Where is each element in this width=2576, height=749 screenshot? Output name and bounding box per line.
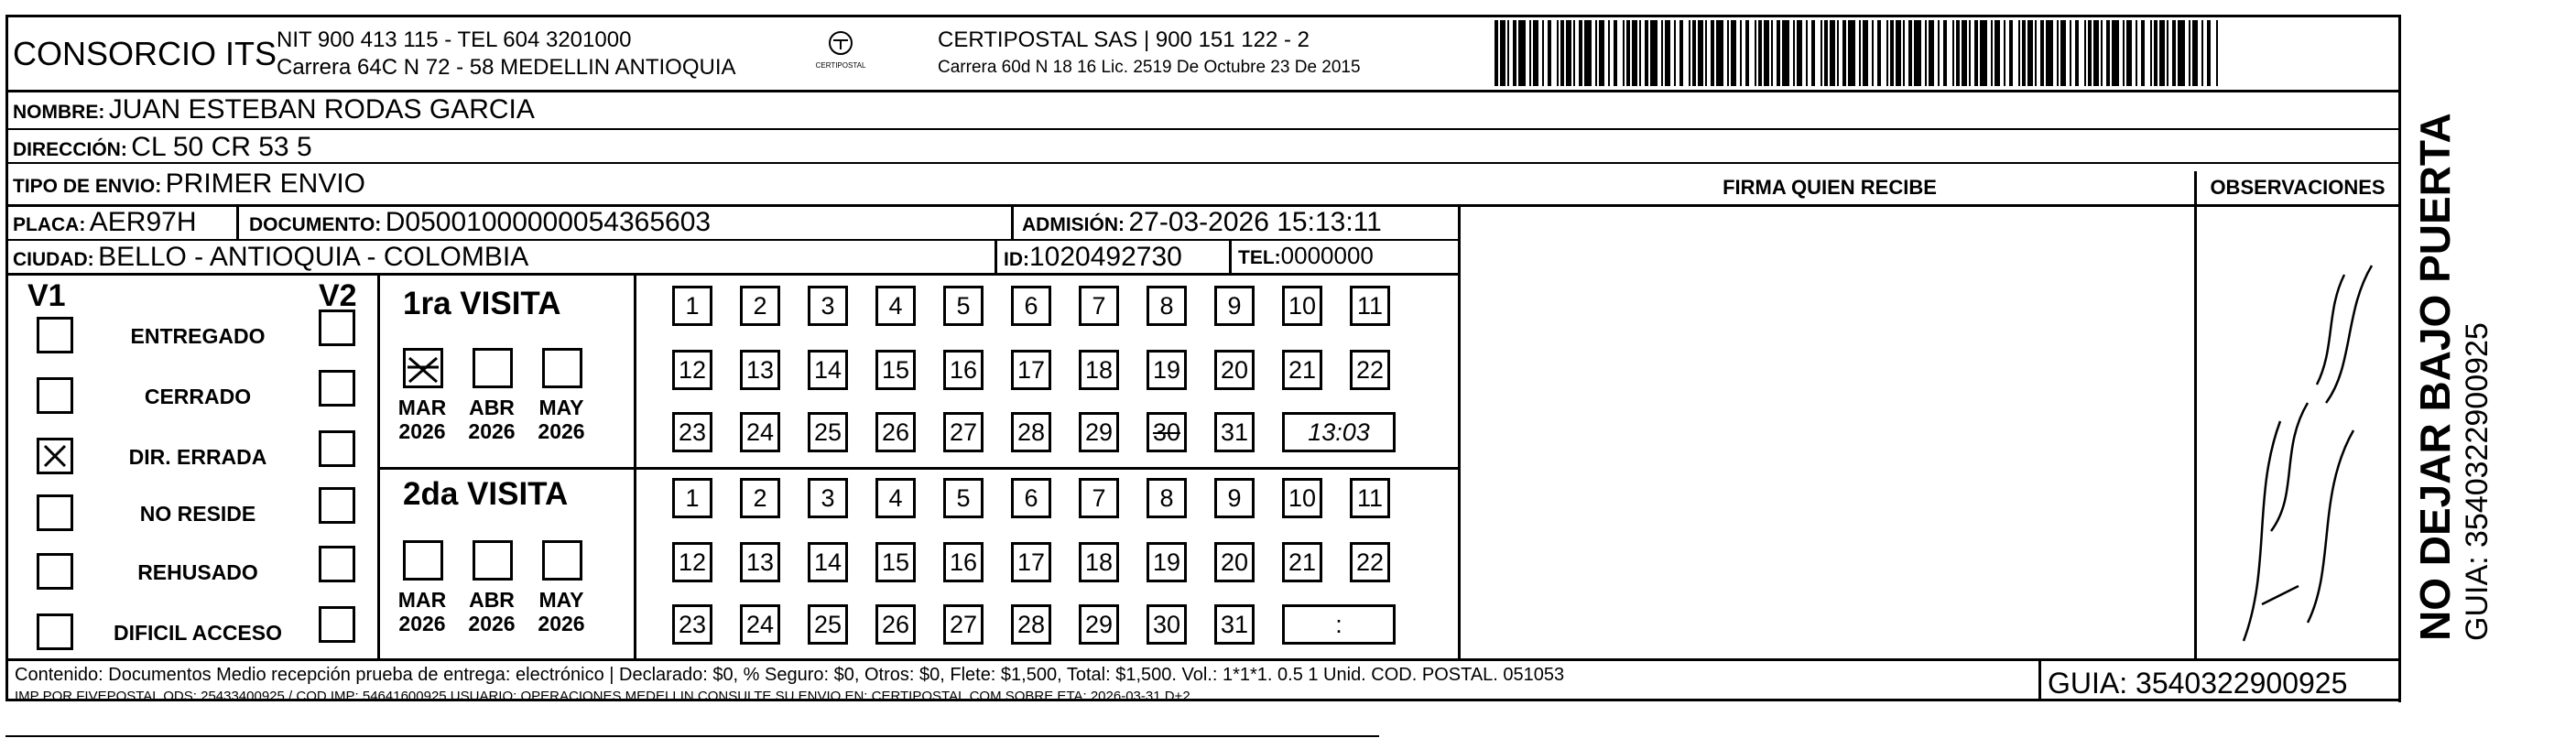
- v2-checkbox[interactable]: [319, 487, 355, 524]
- day-box[interactable]: 25: [808, 604, 848, 645]
- barcode-bar: [1925, 20, 1927, 86]
- month-checkbox[interactable]: [403, 540, 443, 581]
- day-box[interactable]: 26: [875, 604, 916, 645]
- barcode-bar: [1661, 20, 1663, 86]
- day-box[interactable]: 1: [672, 478, 712, 518]
- barcode-bar: [2088, 20, 2092, 86]
- month-label: [390, 588, 454, 635]
- day-box[interactable]: 21: [1282, 350, 1322, 390]
- tipo-value: PRIMER ENVIO: [165, 168, 366, 199]
- status-label: ENTREGADO: [130, 324, 266, 348]
- logo-icon: [821, 29, 861, 57]
- barcode-bar: [1548, 20, 1551, 86]
- documento-value: D05001000000054365603: [385, 207, 712, 237]
- barcode-bar: [1755, 20, 1756, 86]
- barcode-bar: [1938, 20, 1940, 86]
- month-checkbox[interactable]: [473, 540, 513, 581]
- barcode-bar: [1830, 20, 1835, 86]
- footer-guia: GUIA: 3540322900925: [2048, 667, 2348, 700]
- day-box[interactable]: 4: [875, 286, 916, 326]
- placa-label: PLACA:: [13, 214, 86, 235]
- placa-value: AER97H: [89, 207, 197, 237]
- barcode-bar: [1692, 20, 1696, 86]
- carrier-address: Carrera 60d N 18 16 Lic. 2519 De Octubre 23 De 2015: [938, 58, 1361, 77]
- day-box[interactable]: 7: [1079, 478, 1119, 518]
- barcode-bar: [1793, 20, 1795, 86]
- barcode-bar: [1994, 20, 2000, 86]
- barcode-bar: [1771, 20, 1773, 86]
- barcode-bar: [2093, 20, 2099, 86]
- footer-content: Contenido: Documentos Medio recepción prueba de entrega: electrónico | Declarado: $0, % Seguro: $0, Otros: $0, Flete: $1,500, Total: $1,500. Vol.: 1*1*1. 0.5 1 Unid. COD. POSTAL. 051053: [15, 665, 1565, 685]
- barcode-bar: [2018, 20, 2020, 86]
- day-box[interactable]: 1: [672, 286, 712, 326]
- day-box[interactable]: 12: [672, 350, 712, 390]
- barcode-bar: [1507, 20, 1509, 86]
- month-year: 2026: [398, 612, 446, 635]
- barcode-bar: [1650, 20, 1658, 86]
- barcode-bar: [1566, 20, 1571, 86]
- v1-checkbox[interactable]: [37, 438, 73, 474]
- barcode-bar: [2070, 20, 2071, 86]
- barcode-bar: [1896, 20, 1901, 86]
- barcode-bar: [1573, 20, 1575, 86]
- day-box[interactable]: 6: [1011, 478, 1051, 518]
- month-checkbox[interactable]: [403, 348, 443, 388]
- barcode-bar: [2084, 20, 2086, 86]
- day-box[interactable]: 12: [672, 542, 712, 582]
- ciudad-label: CIUDAD:: [13, 249, 94, 270]
- visit1-title: 1ra VISITA: [403, 286, 561, 321]
- barcode-bar: [1848, 20, 1855, 86]
- day-box[interactable]: 21: [1282, 542, 1322, 582]
- barcode-bar: [2167, 20, 2168, 86]
- company-nit: NIT 900 413 115 - TEL 604 3201000: [277, 27, 632, 52]
- carrier-name: CERTIPOSTAL SAS | 900 151 122 - 2: [938, 27, 1310, 52]
- v2-label: V2: [319, 278, 357, 313]
- barcode-bar: [2201, 20, 2203, 86]
- barcode-bar: [2126, 20, 2132, 86]
- month-label: [460, 396, 524, 443]
- admision-value: 27-03-2026 15:13:11: [1128, 207, 1382, 237]
- barcode-bar: [2207, 20, 2211, 86]
- month-label: [529, 588, 593, 635]
- day-box[interactable]: 4: [875, 478, 916, 518]
- nombre-row: [13, 94, 535, 125]
- v1-label: V1: [27, 278, 66, 313]
- side-notice: [2410, 92, 2495, 641]
- barcode-bar: [1872, 20, 1874, 86]
- barcode-bar: [1560, 20, 1564, 86]
- day-box[interactable]: 20: [1214, 350, 1255, 390]
- barcode-bar: [1614, 20, 1617, 86]
- v2-checkbox[interactable]: [319, 430, 355, 467]
- barcode-bar: [1645, 20, 1648, 86]
- day-box[interactable]: 13: [740, 350, 780, 390]
- barcode-bar: [1689, 20, 1690, 86]
- barcode-bar: [1608, 20, 1610, 86]
- day-box[interactable]: 19: [1147, 350, 1187, 390]
- barcode-bar: [2101, 20, 2103, 86]
- side-notice-text: NO DEJAR BAJO PUERTA: [2411, 113, 2459, 641]
- barcode-bar: [2136, 20, 2137, 86]
- nombre-value: JUAN ESTEBAN RODAS GARCIA: [108, 94, 535, 125]
- barcode-bar: [1956, 20, 1960, 86]
- barcode-bar: [1903, 20, 1905, 86]
- barcode-bar: [1579, 20, 1582, 86]
- time-box[interactable]: :: [1282, 604, 1396, 645]
- barcode-bar: [2057, 20, 2059, 86]
- day-box[interactable]: 13: [740, 542, 780, 582]
- status-label: CERRADO: [144, 385, 252, 408]
- direccion-label: DIRECCIÓN:: [13, 139, 127, 160]
- barcode-bar: [2189, 20, 2190, 86]
- day-box[interactable]: 14: [808, 542, 848, 582]
- barcode-bar: [1890, 20, 1894, 86]
- day-box[interactable]: 18: [1079, 542, 1119, 582]
- barcode-bar: [1929, 20, 1934, 86]
- barcode-bar: [1711, 20, 1714, 86]
- barcode-bar: [1824, 20, 1828, 86]
- day-box[interactable]: 2: [740, 478, 780, 518]
- day-box[interactable]: 8: [1147, 286, 1187, 326]
- observaciones-header: OBSERVACIONES: [2210, 176, 2386, 199]
- day-box[interactable]: 25: [808, 412, 848, 452]
- barcode-bar: [1806, 20, 1808, 86]
- day-box[interactable]: 9: [1214, 286, 1255, 326]
- tel-value: 0000000: [1280, 242, 1374, 269]
- month-name: MAY: [538, 588, 584, 612]
- barcode-bar: [1632, 20, 1637, 86]
- barcode-bar: [2123, 20, 2125, 86]
- barcode-bar: [1914, 20, 1921, 86]
- documento-label: DOCUMENTO:: [249, 214, 382, 235]
- month-year: 2026: [398, 419, 446, 443]
- day-box[interactable]: 24: [740, 412, 780, 452]
- barcode-bar: [2150, 20, 2152, 86]
- month-name: ABR: [469, 588, 515, 612]
- barcode-bar: [1584, 20, 1592, 86]
- barcode-bar: [1962, 20, 1967, 86]
- month-year: 2026: [468, 612, 516, 635]
- barcode-bar: [1782, 20, 1789, 86]
- firma-header: FIRMA QUIEN RECIBE: [1723, 176, 1937, 199]
- month-year: 2026: [538, 419, 585, 443]
- barcode-bar: [2216, 20, 2218, 86]
- barcode-bar: [1842, 20, 1846, 86]
- placa-row: [13, 207, 197, 238]
- barcode-bar: [1529, 20, 1531, 86]
- direccion-row: [13, 132, 312, 163]
- barcode-bar: [1731, 20, 1736, 86]
- v1-checkbox[interactable]: [37, 553, 73, 590]
- barcode-bar: [2075, 20, 2079, 86]
- barcode-bar: [2022, 20, 2026, 86]
- logo-text: CERTIPOSTAL: [815, 61, 866, 70]
- v2-checkbox[interactable]: [319, 370, 355, 407]
- v2-checkbox[interactable]: [319, 309, 355, 346]
- barcode-bar: [1980, 20, 1987, 86]
- day-box[interactable]: 15: [875, 350, 916, 390]
- barcode-bar: [1877, 20, 1881, 86]
- day-box[interactable]: 9: [1214, 478, 1255, 518]
- observations-handwriting: [2216, 220, 2390, 650]
- barcode-bar: [1969, 20, 1971, 86]
- v1-checkbox[interactable]: [37, 377, 73, 414]
- barcode-bar: [1542, 20, 1544, 86]
- day-box[interactable]: 6: [1011, 286, 1051, 326]
- barcode-bar: [2009, 20, 2013, 86]
- barcode-bar: [2035, 20, 2037, 86]
- day-box[interactable]: 31: [1214, 604, 1255, 645]
- day-box[interactable]: 23: [672, 604, 712, 645]
- barcode-bar: [1764, 20, 1769, 86]
- tel-row: [1238, 242, 1374, 270]
- admision-label: ADMISIÓN:: [1022, 214, 1125, 235]
- barcode-bar: [1705, 20, 1707, 86]
- barcode-bar: [1974, 20, 1978, 86]
- id-value: 1020492730: [1029, 242, 1182, 272]
- month-checkbox[interactable]: [473, 348, 513, 388]
- barcode-bar: [1500, 20, 1505, 86]
- barcode-bar: [1991, 20, 1993, 86]
- day-box[interactable]: 5: [943, 286, 984, 326]
- barcode-bar: [2112, 20, 2119, 86]
- barcode-bar: [2046, 20, 2053, 86]
- company-name: CONSORCIO ITS: [13, 35, 277, 72]
- ciudad-value: BELLO - ANTIOQUIA - COLOMBIA: [98, 242, 529, 272]
- nombre-label: NOMBRE:: [13, 102, 105, 123]
- barcode-bar: [1513, 20, 1516, 86]
- barcode-bar: [1698, 20, 1703, 86]
- month-checkbox[interactable]: [542, 348, 582, 388]
- barcode-bar: [1797, 20, 1802, 86]
- v1-checkbox[interactable]: [37, 317, 73, 353]
- day-box[interactable]: 7: [1079, 286, 1119, 326]
- barcode-bar: [1727, 20, 1729, 86]
- day-box[interactable]: 8: [1147, 478, 1187, 518]
- month-name: ABR: [469, 396, 515, 419]
- barcode-bar: [1837, 20, 1839, 86]
- day-box[interactable]: 3: [808, 478, 848, 518]
- visit2-title: 2da VISITA: [403, 476, 569, 512]
- month-year: 2026: [538, 612, 585, 635]
- month-name: MAY: [538, 396, 584, 419]
- day-box[interactable]: 29: [1079, 412, 1119, 452]
- v1-checkbox[interactable]: [37, 613, 73, 650]
- barcode-bar: [1886, 20, 1888, 86]
- month-label: [460, 588, 524, 635]
- month-year: 2026: [468, 419, 516, 443]
- day-box[interactable]: 10: [1282, 286, 1322, 326]
- v1-checkbox[interactable]: [37, 494, 73, 531]
- day-box[interactable]: 16: [943, 542, 984, 582]
- direccion-value: CL 50 CR 53 5: [131, 132, 312, 162]
- barcode-bar: [1599, 20, 1604, 86]
- barcode-bar: [2060, 20, 2066, 86]
- day-box[interactable]: 15: [875, 542, 916, 582]
- barcode-bar: [1821, 20, 1822, 86]
- day-box[interactable]: 30: [1147, 412, 1187, 452]
- time-box[interactable]: 13:03: [1282, 412, 1396, 452]
- signature-area: [1465, 207, 2189, 656]
- barcode: [1495, 20, 2227, 86]
- month-label: [529, 396, 593, 443]
- id-label: ID:: [1004, 249, 1029, 270]
- day-box[interactable]: 27: [943, 412, 984, 452]
- day-box[interactable]: 18: [1079, 350, 1119, 390]
- day-box[interactable]: 26: [875, 412, 916, 452]
- barcode-bar: [1943, 20, 1947, 86]
- barcode-bar: [2178, 20, 2185, 86]
- barcode-bar: [1777, 20, 1780, 86]
- barcode-bar: [1745, 20, 1749, 86]
- status-label: NO RESIDE: [139, 502, 256, 526]
- barcode-bar: [1557, 20, 1559, 86]
- footer-imp: IMP POR FIVEPOSTAL ODS: 25433400925 / COD.IMP: 54641600925 USUARIO: OPERACIONES MEDELLIN CONSULTE SU ENVIO EN: CERTIPOSTAL.COM SOBRE ETA: 2026-03-31 D+2: [15, 689, 1190, 704]
- barcode-bar: [1533, 20, 1538, 86]
- day-box[interactable]: 28: [1011, 604, 1051, 645]
- day-box[interactable]: 22: [1350, 542, 1390, 582]
- barcode-bar: [1595, 20, 1597, 86]
- day-box[interactable]: 11: [1350, 286, 1390, 326]
- day-box[interactable]: 31: [1214, 412, 1255, 452]
- company-address: Carrera 64C N 72 - 58 MEDELLIN ANTIOQUIA: [277, 55, 736, 80]
- certipostal-logo: [813, 29, 868, 75]
- barcode-bar: [2192, 20, 2198, 86]
- day-box[interactable]: 11: [1350, 478, 1390, 518]
- month-name: MAR: [397, 396, 447, 419]
- barcode-bar: [2106, 20, 2110, 86]
- barcode-bar: [2040, 20, 2044, 86]
- id-row: [1004, 242, 1182, 273]
- barcode-bar: [2159, 20, 2165, 86]
- v2-checkbox[interactable]: [319, 606, 355, 643]
- barcode-bar: [2004, 20, 2005, 86]
- barcode-bar: [1518, 20, 1526, 86]
- v2-checkbox[interactable]: [319, 546, 355, 582]
- status-label: REHUSADO: [137, 560, 258, 584]
- tel-label: TEL:: [1238, 247, 1281, 268]
- barcode-bar: [1740, 20, 1742, 86]
- ciudad-row: [13, 242, 528, 273]
- day-box[interactable]: 16: [943, 350, 984, 390]
- day-box[interactable]: 5: [943, 478, 984, 518]
- day-box[interactable]: 30: [1147, 604, 1187, 645]
- month-name: MAR: [397, 588, 447, 612]
- barcode-bar: [2154, 20, 2158, 86]
- day-box[interactable]: 28: [1011, 412, 1051, 452]
- day-box[interactable]: 10: [1282, 478, 1322, 518]
- day-box[interactable]: 2: [740, 286, 780, 326]
- day-box[interactable]: 17: [1011, 350, 1051, 390]
- month-checkbox[interactable]: [542, 540, 582, 581]
- admision-row: [1022, 207, 1382, 238]
- day-box[interactable]: 20: [1214, 542, 1255, 582]
- barcode-bar: [1908, 20, 1912, 86]
- status-label: DIR. ERRADA: [128, 445, 267, 469]
- day-box[interactable]: 3: [808, 286, 848, 326]
- day-box[interactable]: 23: [672, 412, 712, 452]
- barcode-bar: [1758, 20, 1762, 86]
- tipo-row: [13, 168, 365, 200]
- barcode-bar: [1626, 20, 1630, 86]
- barcode-bar: [1495, 20, 1498, 86]
- tipo-label: TIPO DE ENVIO:: [13, 176, 162, 197]
- day-box[interactable]: 19: [1147, 542, 1187, 582]
- day-box[interactable]: 29: [1079, 604, 1119, 645]
- day-box[interactable]: 14: [808, 350, 848, 390]
- barcode-bar: [1665, 20, 1670, 86]
- barcode-bar: [2172, 20, 2176, 86]
- day-box[interactable]: 24: [740, 604, 780, 645]
- side-guia: GUIA: 3540322900925: [2460, 322, 2494, 641]
- day-box[interactable]: 17: [1011, 542, 1051, 582]
- documento-row: [249, 207, 711, 238]
- barcode-bar: [1716, 20, 1723, 86]
- barcode-bar: [1639, 20, 1641, 86]
- month-label: [390, 396, 454, 443]
- day-box[interactable]: 27: [943, 604, 984, 645]
- barcode-bar: [1674, 20, 1676, 86]
- barcode-bar: [1859, 20, 1861, 86]
- barcode-bar: [1623, 20, 1625, 86]
- barcode-bar: [1679, 20, 1683, 86]
- barcode-bar: [1863, 20, 1868, 86]
- barcode-bar: [2141, 20, 2145, 86]
- barcode-bar: [1811, 20, 1815, 86]
- status-label: DIFICIL ACCESO: [113, 621, 282, 645]
- day-box[interactable]: 22: [1350, 350, 1390, 390]
- barcode-bar: [2027, 20, 2033, 86]
- barcode-bar: [1952, 20, 1954, 86]
